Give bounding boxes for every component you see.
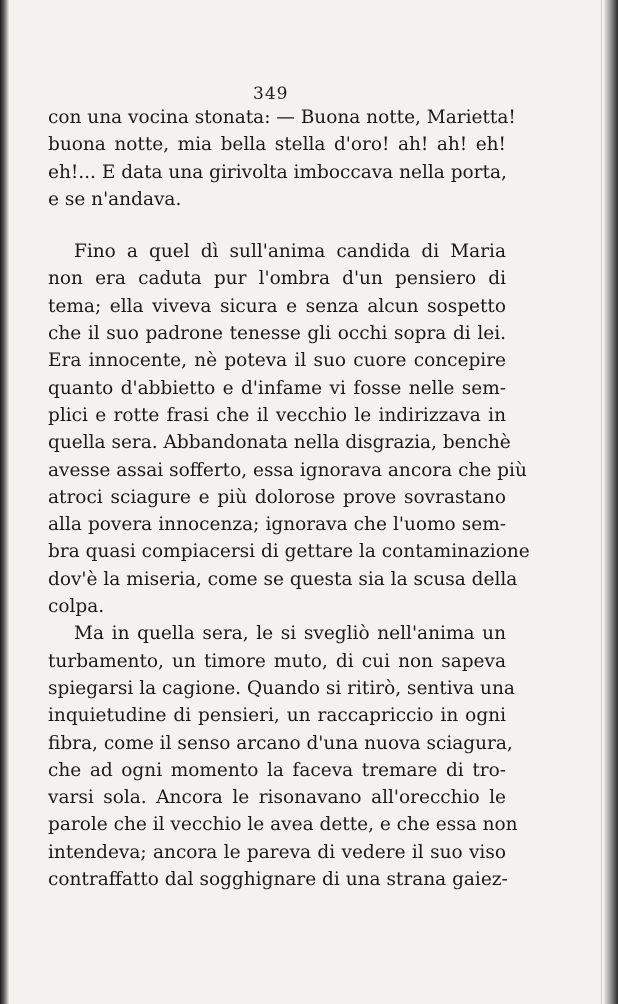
page-number: 349 [253, 84, 289, 104]
text-line: inquietudine di pensieri, un raccapriccio in ogni [48, 705, 506, 727]
page-edge-shadow [604, 0, 618, 1004]
text-line: bra quasi compiacersi di gettare la contaminazione [48, 541, 530, 563]
binding-shadow [0, 0, 9, 1004]
text-line: tema; ella viveva sicura e senza alcun sospetto [48, 295, 506, 317]
text-line: eh!... E data una girivolta imboccava nella porta, [48, 161, 507, 183]
text-line: plici e rotte frasi che il vecchio le indirizzava in [48, 404, 506, 426]
text-line: spiegarsi la cagione. Quando si ritirò, sentiva una [48, 677, 515, 699]
text-line: intendeva; ancora le pareva di vedere il suo viso [48, 841, 506, 863]
text-line: Era innocente, nè poteva il suo cuore concepire [48, 350, 506, 372]
body-text [48, 104, 530, 893]
text-line: Ma in quella sera, le si svegliò nell'anima un [74, 623, 506, 645]
paragraph-gap [48, 213, 506, 238]
text-line: avesse assai sofferto, essa ignorava ancora che più [48, 459, 527, 481]
text-line: fibra, come il senso arcano d'una nuova sciagura, [48, 732, 513, 754]
text-line: contraffatto dal sogghignare di una strana gaiez- [48, 869, 508, 891]
text-line: alla povera innocenza; ignorava che l'uomo sem- [48, 514, 506, 536]
text-line: Fino a quel dì sull'anima candida di Maria [74, 241, 506, 263]
text-line: con una vocina stonata: — Buona notte, Marietta! [48, 107, 516, 128]
text-line: non era caduta pur l'ombra d'un pensiero di [48, 268, 506, 290]
text-line: varsi sola. Ancora le risonavano all'orecchio le [48, 787, 506, 809]
text-line: quella sera. Abbandonata nella disgrazia, benchè [48, 432, 511, 454]
text-line: atroci sciagure e più dolorose prove sovrastano [48, 486, 506, 508]
text-line: turbamento, un timore muto, di cui non sapeva [48, 650, 506, 672]
text-line: che ad ogni momento la faceva tremare di tro- [48, 759, 506, 781]
text-line: e se n'andava. [48, 188, 182, 210]
text-line: parole che il vecchio le avea dette, e che essa non [48, 814, 518, 836]
text-line: che il suo padrone tenesse gli occhi sopra di lei. [48, 323, 506, 345]
page-edge-line [601, 0, 602, 1004]
text-line: buona notte, mia bella stella d'oro! ah! ah! eh! [48, 134, 506, 156]
text-line: quanto d'abbietto e d'infame vi fosse nelle sem- [48, 377, 506, 399]
text-line: dov'è la miseria, come se questa sia la scusa della [48, 568, 518, 590]
text-line: colpa. [48, 596, 105, 618]
